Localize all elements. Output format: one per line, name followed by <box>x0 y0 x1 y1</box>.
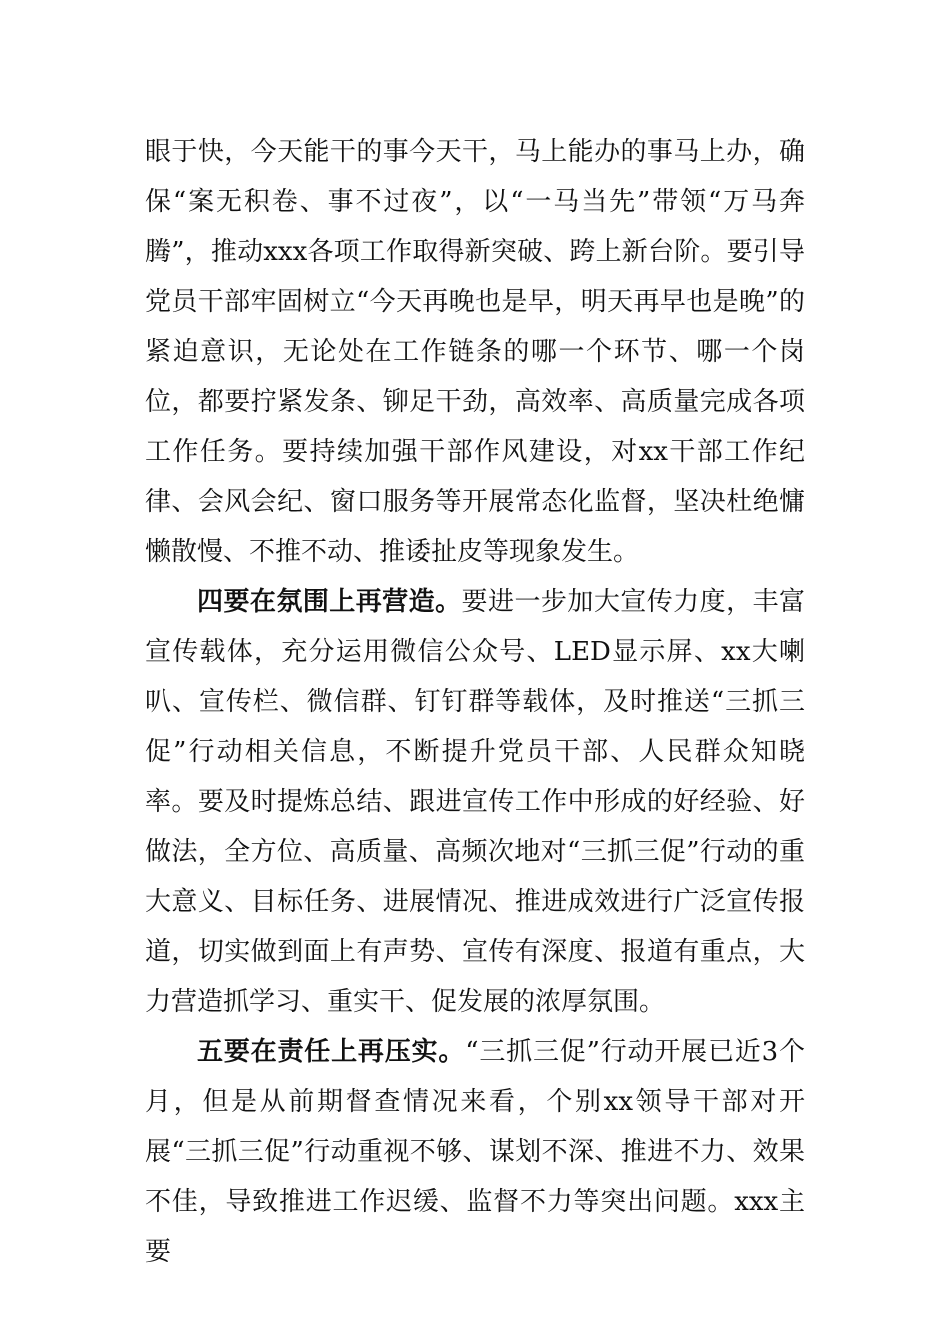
paragraph-heading: 五要在责任上再压实。 <box>197 1037 466 1067</box>
paragraph-heading: 四要在氛围上再营造。 <box>197 587 462 617</box>
paragraph-text: 眼于快，今天能干的事今天干，马上能办的事马上办，确保“案无积卷、事不过夜”，以“一马当先”带领“万马奔腾”，推动xxx各项工作取得新突破、跨上新台阶。要引导党员干部牢固树立“今天再晚也是早，明天再早也是晚”的紧迫意识，无论处在工作链条的哪一个环节、哪一个岗位，都要拧紧发条、铆足干劲，高效率、高质量完成各项工作任务。要持续加强干部作风建设，对xx干部工作纪律、会风会纪、窗口服务等开展常态化监督，坚决杜绝慵懒散慢、不推不动、推诿扯皮等现象发生。 <box>145 137 805 567</box>
paragraph-text: “三抓三促”行动开展已近3个月，但是从前期督查情况来看，个别xx领导干部对开展“三抓三促”行动重视不够、谋划不深、推进不力、效果不佳，导致推进工作迟缓、监督不力等突出问题。xxx主要 <box>145 1037 805 1267</box>
paragraph-atmosphere <box>145 577 805 1027</box>
paragraph-continuation <box>145 127 805 577</box>
paragraph-text: 要进一步加大宣传力度，丰富宣传载体，充分运用微信公众号、LED显示屏、xx大喇叭、宣传栏、微信群、钉钉群等载体，及时推送“三抓三促”行动相关信息，不断提升党员干部、人民群众知晓率。要及时提炼总结、跟进宣传工作中形成的好经验、好做法，全方位、高质量、高频次地对“三抓三促”行动的重大意义、目标任务、进展情况、推进成效进行广泛宣传报道，切实做到面上有声势、宣传有深度、报道有重点，大力营造抓学习、重实干、促发展的浓厚氛围。 <box>145 587 805 1017</box>
document-body <box>145 127 805 1277</box>
paragraph-responsibility <box>145 1027 805 1277</box>
